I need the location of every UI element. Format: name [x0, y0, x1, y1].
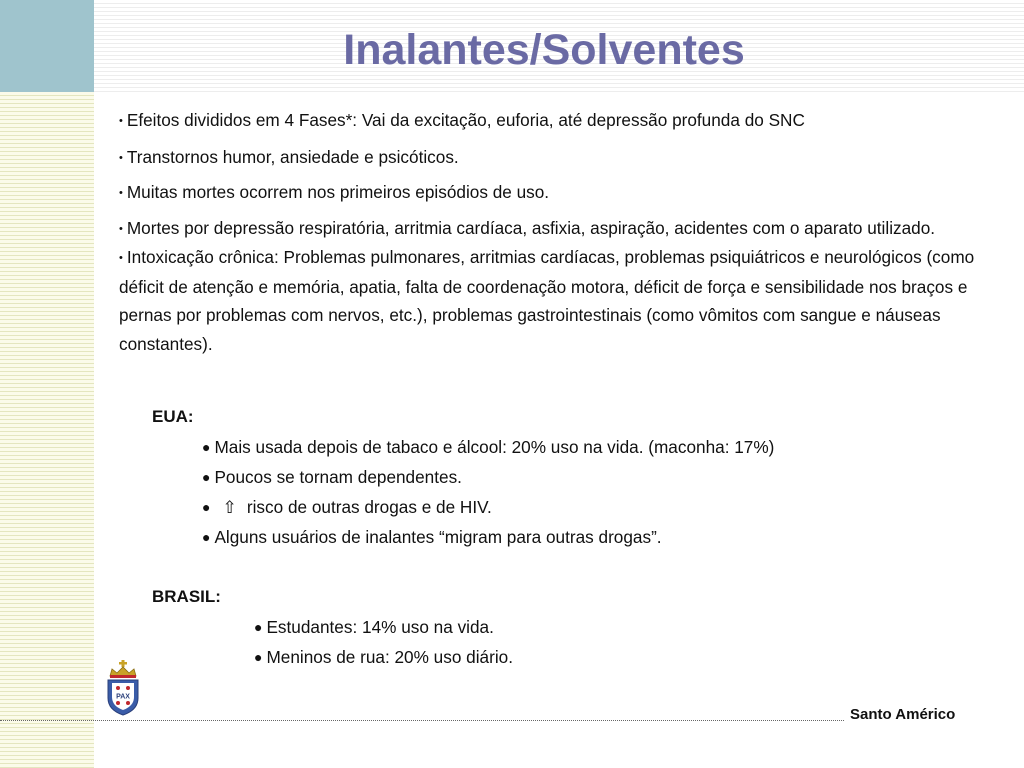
- bullet-icon: •: [119, 222, 123, 235]
- eua-list: [202, 432, 774, 552]
- bullet-icon: ●: [202, 469, 211, 485]
- bullet-icon: •: [119, 252, 123, 265]
- bullet-icon: •: [119, 115, 123, 127]
- list-item: ● Poucos se tornam dependentes.: [202, 467, 462, 487]
- brasil-list: [254, 612, 513, 672]
- crown-icon: [110, 660, 136, 678]
- footer-dotted-line: [0, 720, 844, 721]
- svg-text:PAX: PAX: [116, 693, 130, 701]
- bullet-icon: ●: [254, 649, 263, 665]
- bullet-icon: ●: [202, 439, 211, 455]
- bullet-item: • Mortes por depressão respiratória, arritmia cardíaca, asfixia, aspiração, acidentes com o aparato utilizado.: [119, 217, 936, 238]
- bullet-icon: ●: [254, 619, 263, 635]
- list-item: ● Estudantes: 14% uso na vida.: [254, 617, 494, 637]
- bullet-item: • Transtornos humor, ansiedade e psicóticos.: [119, 147, 459, 168]
- footer-brand: Santo Américo: [850, 706, 956, 723]
- list-item: ● Meninos de rua: 20% uso diário.: [254, 647, 513, 667]
- list-item: ● Alguns usuários de inalantes “migram para outras drogas”.: [202, 527, 662, 547]
- left-striped-margin: [0, 92, 94, 768]
- bullet-icon: ●: [202, 529, 211, 545]
- slide-title: Inalantes/Solventes: [343, 26, 745, 74]
- main-bullet-list: [119, 112, 989, 358]
- eua-heading: EUA:: [152, 407, 194, 426]
- brasil-heading: BRASIL:: [152, 587, 221, 606]
- list-item: ● ⇧ risco de outras drogas e de HIV.: [202, 492, 774, 522]
- school-crest-icon: [104, 660, 142, 716]
- bullet-item: • Intoxicação crônica: Problemas pulmonares, arritmias cardíacas, problemas psiquiátricos e neurológicos (como déficit de atenção e memória, apatia, falta de coordenação motora, déficit de força e sensibilidade nos braços e pernas por problemas com nervos, etc.), problemas gastrointestinais (como vômitos com sangue e náuseas constantes).: [119, 247, 975, 354]
- bullet-item: • Muitas mortes ocorrem nos primeiros episódios de uso.: [119, 182, 550, 203]
- up-arrow-icon: ⇧: [222, 497, 237, 517]
- corner-accent-box: [0, 0, 94, 92]
- list-item: ● Mais usada depois de tabaco e álcool: 20% uso na vida. (maconha: 17%): [202, 437, 775, 457]
- bullet-icon: •: [119, 187, 123, 200]
- bullet-icon: ●: [202, 499, 211, 515]
- bullet-item: • Efeitos divididos em 4 Fases*: Vai da excitação, euforia, até depressão profunda do SNC: [119, 110, 805, 130]
- bullet-icon: •: [119, 152, 123, 165]
